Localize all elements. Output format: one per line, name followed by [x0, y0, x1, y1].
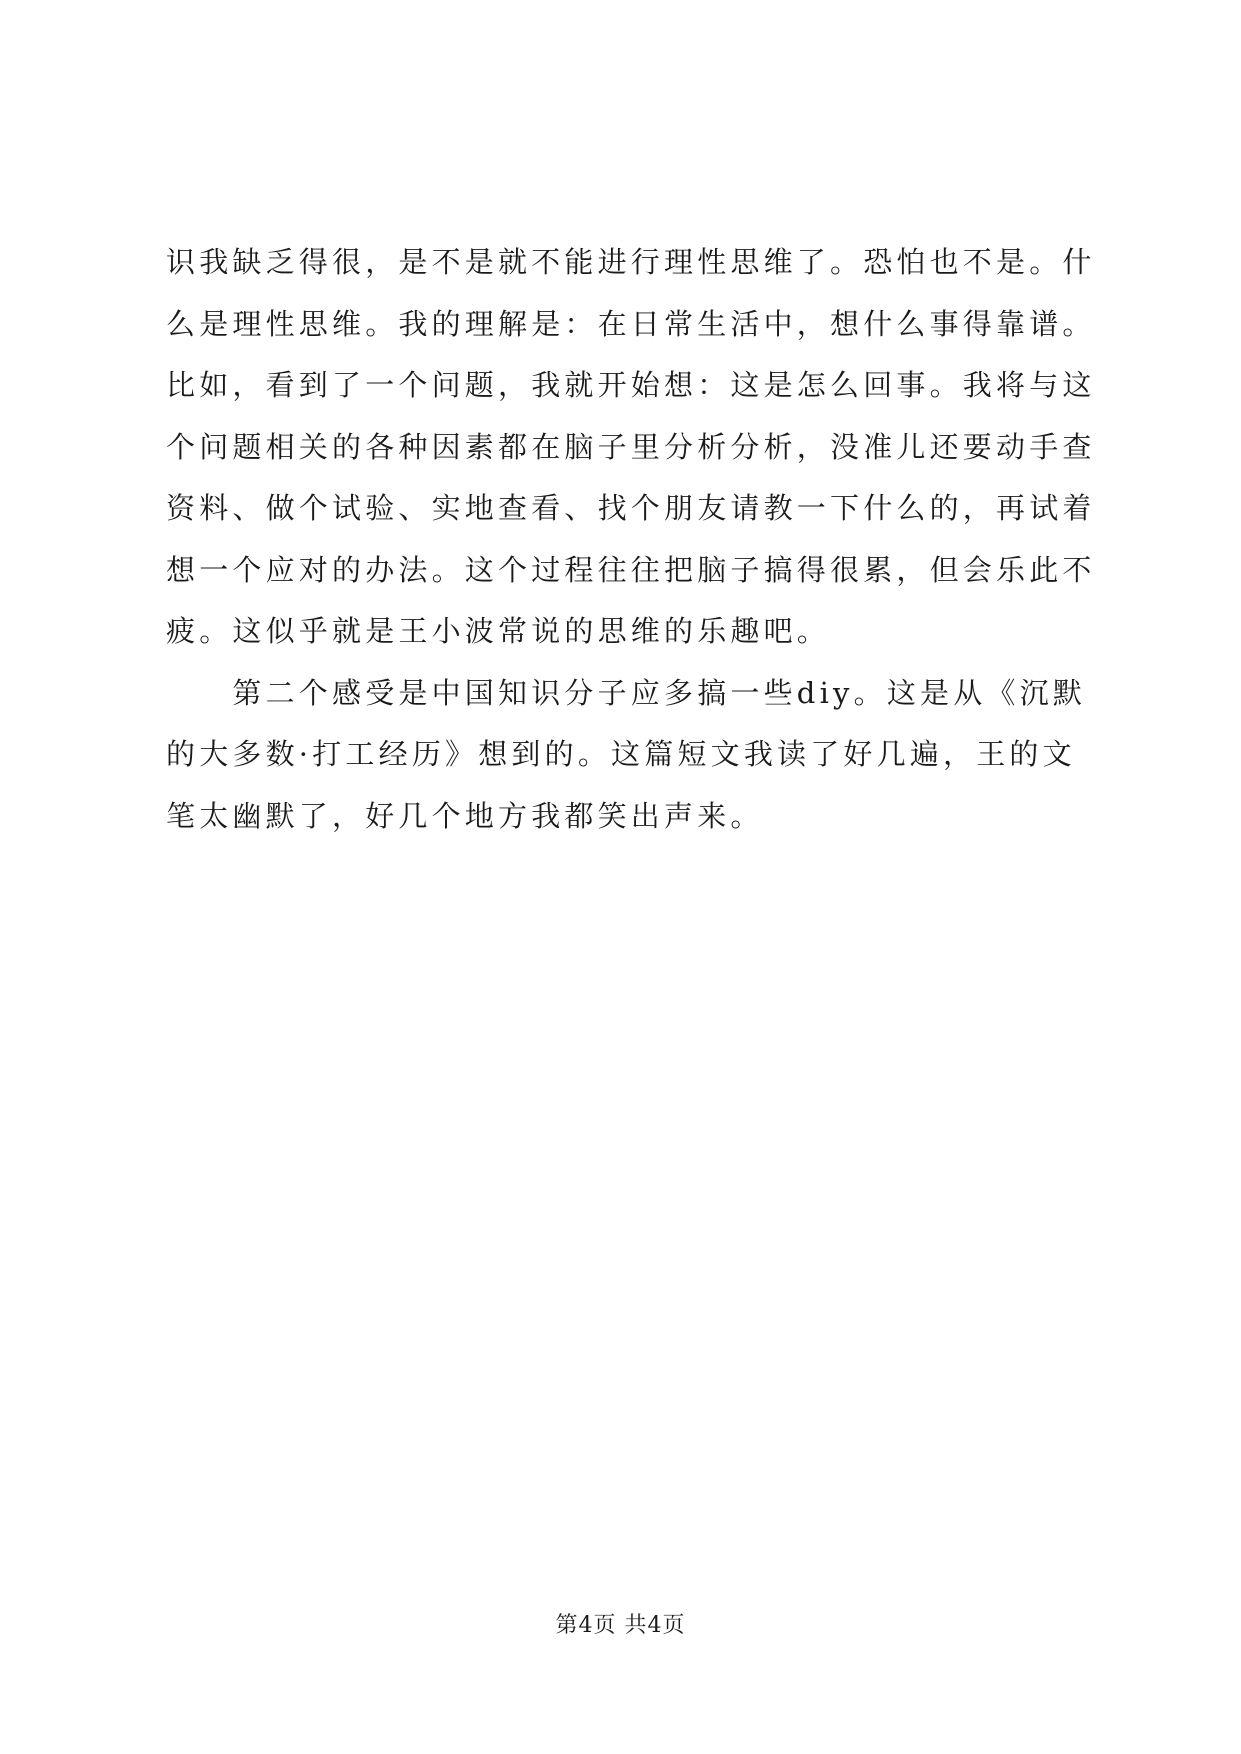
text-line: 想一个应对的办法。这个过程往往把脑子搞得很累，但会乐此不	[166, 552, 1096, 587]
text-line: 个问题相关的各种因素都在脑子里分析分析，没准儿还要动手查	[166, 429, 1096, 464]
body-text	[166, 232, 1096, 847]
page-footer: 第4页 共4页	[555, 1613, 686, 1638]
text-line: 的大多数·打工经历》想到的。这篇短文我读了好几遍，王的文	[166, 737, 1076, 771]
text-line: 资料、做个试验、实地查看、找个朋友请教一下什么的，再试着	[166, 491, 1096, 525]
text-line: 么是理性思维。我的理解是：在日常生活中，想什么事得靠谱。	[166, 306, 1096, 341]
text-line: 第二个感受是中国知识分子应多搞一些diy。这是从《沉默	[166, 675, 1087, 710]
text-line: 疲。这似乎就是王小波常说的思维的乐趣吧。	[166, 614, 831, 648]
text-line: 笔太幽默了，好几个地方我都笑出声来。	[166, 798, 764, 833]
text-line: 比如，看到了一个问题，我就开始想：这是怎么回事。我将与这	[166, 368, 1096, 402]
text-line: 识我缺乏得很，是不是就不能进行理性思维了。恐怕也不是。什	[166, 245, 1096, 279]
